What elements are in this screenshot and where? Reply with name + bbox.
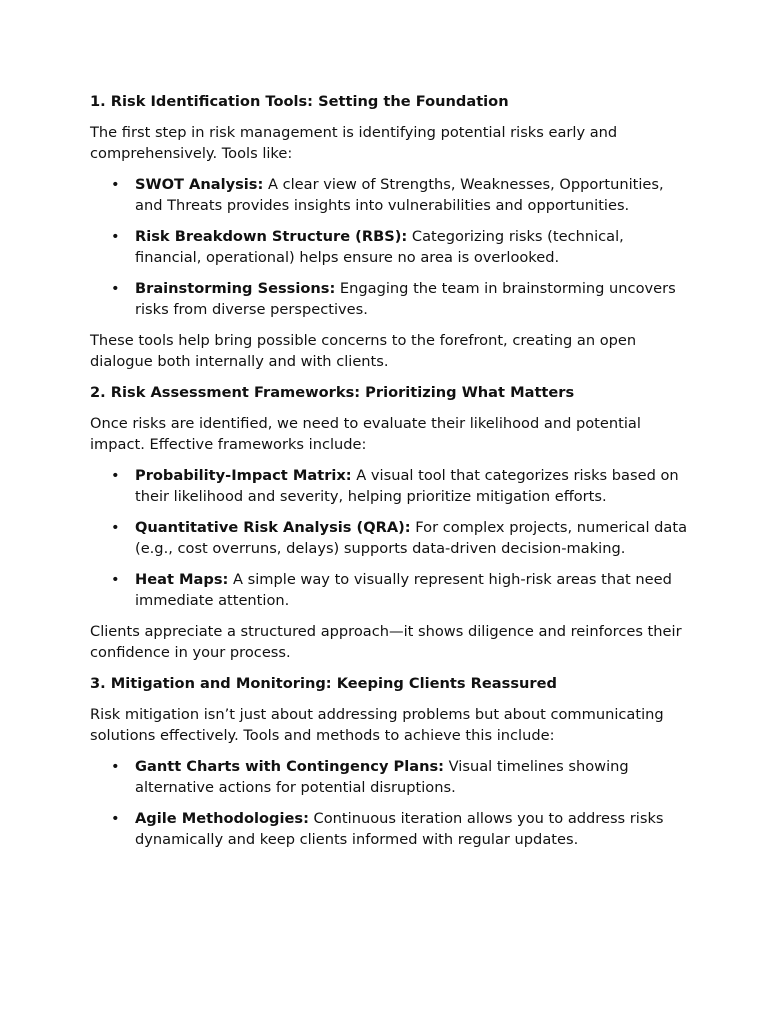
bullet-icon: • [111,758,120,775]
list-item-term: Brainstorming Sessions: [135,280,336,297]
list-item-term: Probability-Impact Matrix: [135,467,352,484]
list-item-text: Continuous iteration allows you to address risks dynamically and keep clients informed with regular updates. [135,810,664,848]
section-mitigation-monitoring [90,673,688,850]
list-item [90,226,688,268]
list-item-term: Agile Methodologies: [135,810,309,827]
bullet-icon: • [111,810,120,827]
list-item [90,569,688,611]
bullet-icon: • [111,467,120,484]
list-item-text: A visual tool that categorizes risks based on their likelihood and severity, helping prioritize mitigation efforts. [135,467,679,505]
section-risk-identification [90,91,688,372]
section-intro: Risk mitigation isn’t just about addressing problems but about communicating solutions effectively. Tools and methods to achieve this include: [90,706,664,744]
section-outro: Clients appreciate a structured approach—it shows diligence and reinforces their confidence in your process. [90,623,682,661]
section-heading: 3. Mitigation and Monitoring: Keeping Clients Reassured [90,675,557,692]
list-item-term: Quantitative Risk Analysis (QRA): [135,519,411,536]
bullet-list [90,756,688,850]
list-item [90,174,688,216]
bullet-icon: • [111,519,120,536]
list-item-term: Risk Breakdown Structure (RBS): [135,228,408,245]
list-item-term: Heat Maps: [135,571,229,588]
bullet-icon: • [111,280,120,297]
list-item [90,756,688,798]
list-item-text: Visual timelines showing alternative actions for potential disruptions. [135,758,629,796]
list-item-text: Engaging the team in brainstorming uncovers risks from diverse perspectives. [135,280,676,318]
list-item [90,465,688,507]
list-item-text: A simple way to visually represent high-risk areas that need immediate attention. [135,571,672,609]
section-intro: The first step in risk management is identifying potential risks early and comprehensively. Tools like: [90,124,618,162]
section-intro: Once risks are identified, we need to evaluate their likelihood and potential impact. Effective frameworks include: [90,415,641,453]
bullet-list [90,465,688,611]
list-item-term: SWOT Analysis: [135,176,264,193]
list-item-text: For complex projects, numerical data (e.g., cost overruns, delays) supports data-driven decision-making. [135,519,688,557]
list-item [90,808,688,850]
section-outro: These tools help bring possible concerns to the forefront, creating an open dialogue both internally and with clients. [90,332,637,370]
section-heading: 2. Risk Assessment Frameworks: Prioritizing What Matters [90,384,575,401]
bullet-icon: • [111,228,120,245]
list-item-text: A clear view of Strengths, Weaknesses, Opportunities, and Threats provides insights into vulnerabilities and opportunities. [135,176,664,214]
bullet-list [90,174,688,320]
list-item-text: Categorizing risks (technical, financial, operational) helps ensure no area is overlooked. [135,228,624,266]
bullet-icon: • [111,176,120,193]
section-heading: 1. Risk Identification Tools: Setting the Foundation [90,93,509,110]
bullet-icon: • [111,571,120,588]
section-risk-assessment [90,382,688,663]
list-item [90,517,688,559]
list-item-term: Gantt Charts with Contingency Plans: [135,758,444,775]
list-item [90,278,688,320]
